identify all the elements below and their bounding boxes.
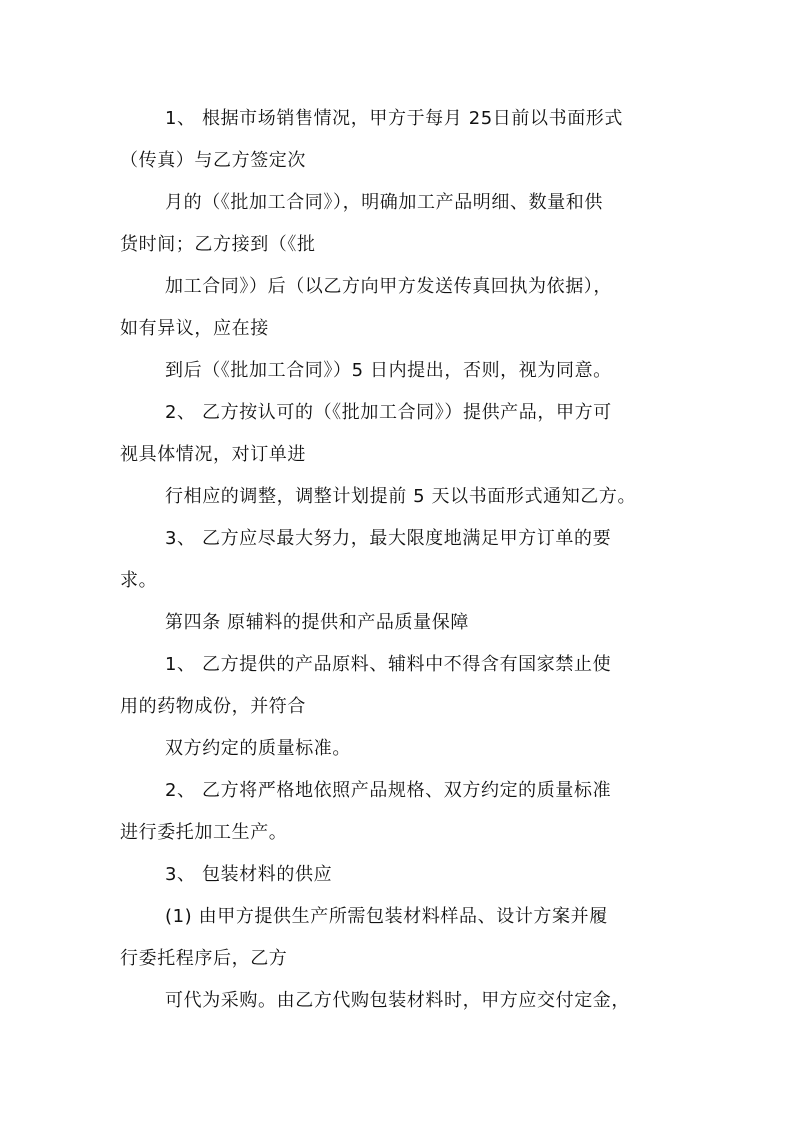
paragraph-line: (1) 由甲方提供生产所需包装材料样品、设计方案并履: [165, 906, 608, 927]
paragraph-line: 到后（《批加工合同》）5 日内提出，否则，视为同意。: [165, 360, 612, 381]
paragraph-line: 双方约定的质量标准。: [165, 738, 351, 759]
paragraph-line: 1、 根据市场销售情况，甲方于每月 25日前以书面形式: [165, 108, 623, 129]
paragraph-line: 可代为采购。由乙方代购包装材料时，甲方应交付定金，: [165, 990, 630, 1011]
paragraph-line: 行相应的调整，调整计划提前 5 天以书面形式通知乙方。: [165, 486, 637, 507]
paragraph-line: 3、 包装材料的供应: [165, 864, 333, 885]
paragraph-line: 2、 乙方按认可的（《批加工合同》）提供产品，甲方可: [165, 402, 612, 423]
paragraph-line: 2、 乙方将严格地依照产品规格、双方约定的质量标准: [165, 780, 612, 801]
paragraph-line: 行委托程序后，乙方: [120, 948, 288, 969]
paragraph-line: （传真）与乙方签定次: [120, 150, 306, 171]
paragraph-line: 如有异议，应在接: [120, 318, 269, 339]
paragraph-line: 用的药物成份，并符合: [120, 696, 306, 717]
paragraph-line: 求。: [120, 570, 158, 591]
section-heading: 第四条 原辅料的提供和产品质量保障: [165, 612, 469, 633]
paragraph-line: 视具体情况，对订单进: [120, 444, 306, 465]
paragraph-line: 3、 乙方应尽最大努力，最大限度地满足甲方订单的要: [165, 528, 612, 549]
paragraph-line: 货时间；乙方接到（《批: [120, 234, 316, 255]
paragraph-line: 进行委托加工生产。: [120, 822, 288, 843]
paragraph-line: 月的（《批加工合同》），明确加工产品明细、数量和供: [165, 192, 603, 213]
paragraph-line: 1、 乙方提供的产品原料、辅料中不得含有国家禁止使: [165, 654, 612, 675]
paragraph-line: 加工合同》）后（以乙方向甲方发送传真回执为依据），: [165, 276, 612, 297]
document-body: [120, 98, 675, 1022]
